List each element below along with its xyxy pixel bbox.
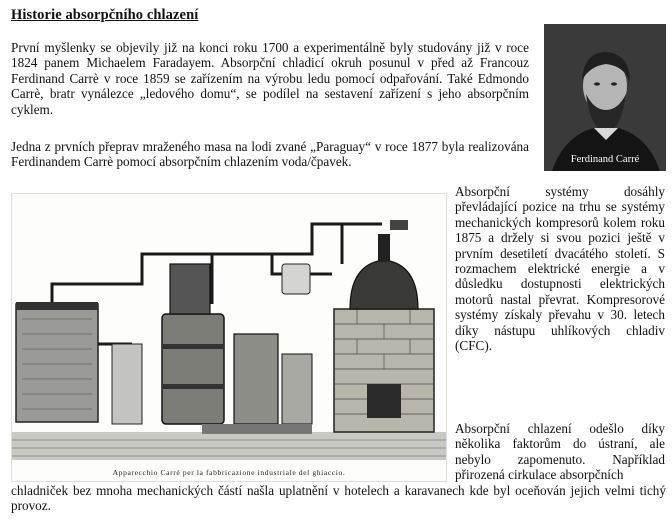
- page-title: Historie absorpčního chlazení: [11, 7, 199, 23]
- paragraph-decline: Absorpční chlazení odešlo díky několika faktorům do ústraní, ale nebylo zapomenuto. Například přirozená cirkulace absorpčních: [455, 421, 665, 483]
- engraving-caption: Apparecchio Carré per la fabbricazione industriale del ghiaccio.: [112, 468, 346, 477]
- carre-apparatus-engraving: [11, 193, 447, 482]
- portrait-caption: Ferdinand Carré: [570, 154, 640, 165]
- apparatus-illustration: [12, 194, 446, 481]
- paragraph-decline-continued: chladniček bez mnoha mechanických částí našla uplatnění v hotelech a karavanech kde byl oceňován jejich velmi tichý provoz.: [11, 483, 666, 514]
- paragraph-intro: První myšlenky se objevily již na konci roku 1700 a experimentálně byly studovány již v roce 1824 panem Michaelem Faradayem. Absorpční chladicí okruh posunul v před až Francouz Ferdinand Carrè v roce 1859 se zařízením na výrobu ledu pomocí odpařování. Také Edmondo Carrè, bratr vynálezce „ledového domu“, se podílel na sestavení zařízení s jeho absorpčním cyklem.: [11, 40, 529, 117]
- paragraph-paraguay: Jedna z prvních přeprav mraženého masa na lodi zvané „Paraguay“ v roce 1877 byla realizována Ferdinandem Carrè pomocí absorpčním chlazením voda/čpavek.: [11, 139, 529, 170]
- paragraph-market: Absorpční systémy dosáhly převládající pozice na trhu se systémy mechanických kompresorů kolem roku 1875 a držely si svou pozici ještě v prvním desetiletí dvacátého století. S rozmachem elektrické energie a v důsledku dostupnosti elektrických motorů nastal převrat. Kompresorové systémy získaly převahu v 30. letech díky nástupu uhlíkových chladiv (CFC).: [455, 184, 665, 354]
- portrait-photo: [544, 24, 666, 171]
- portrait-image: [544, 24, 666, 171]
